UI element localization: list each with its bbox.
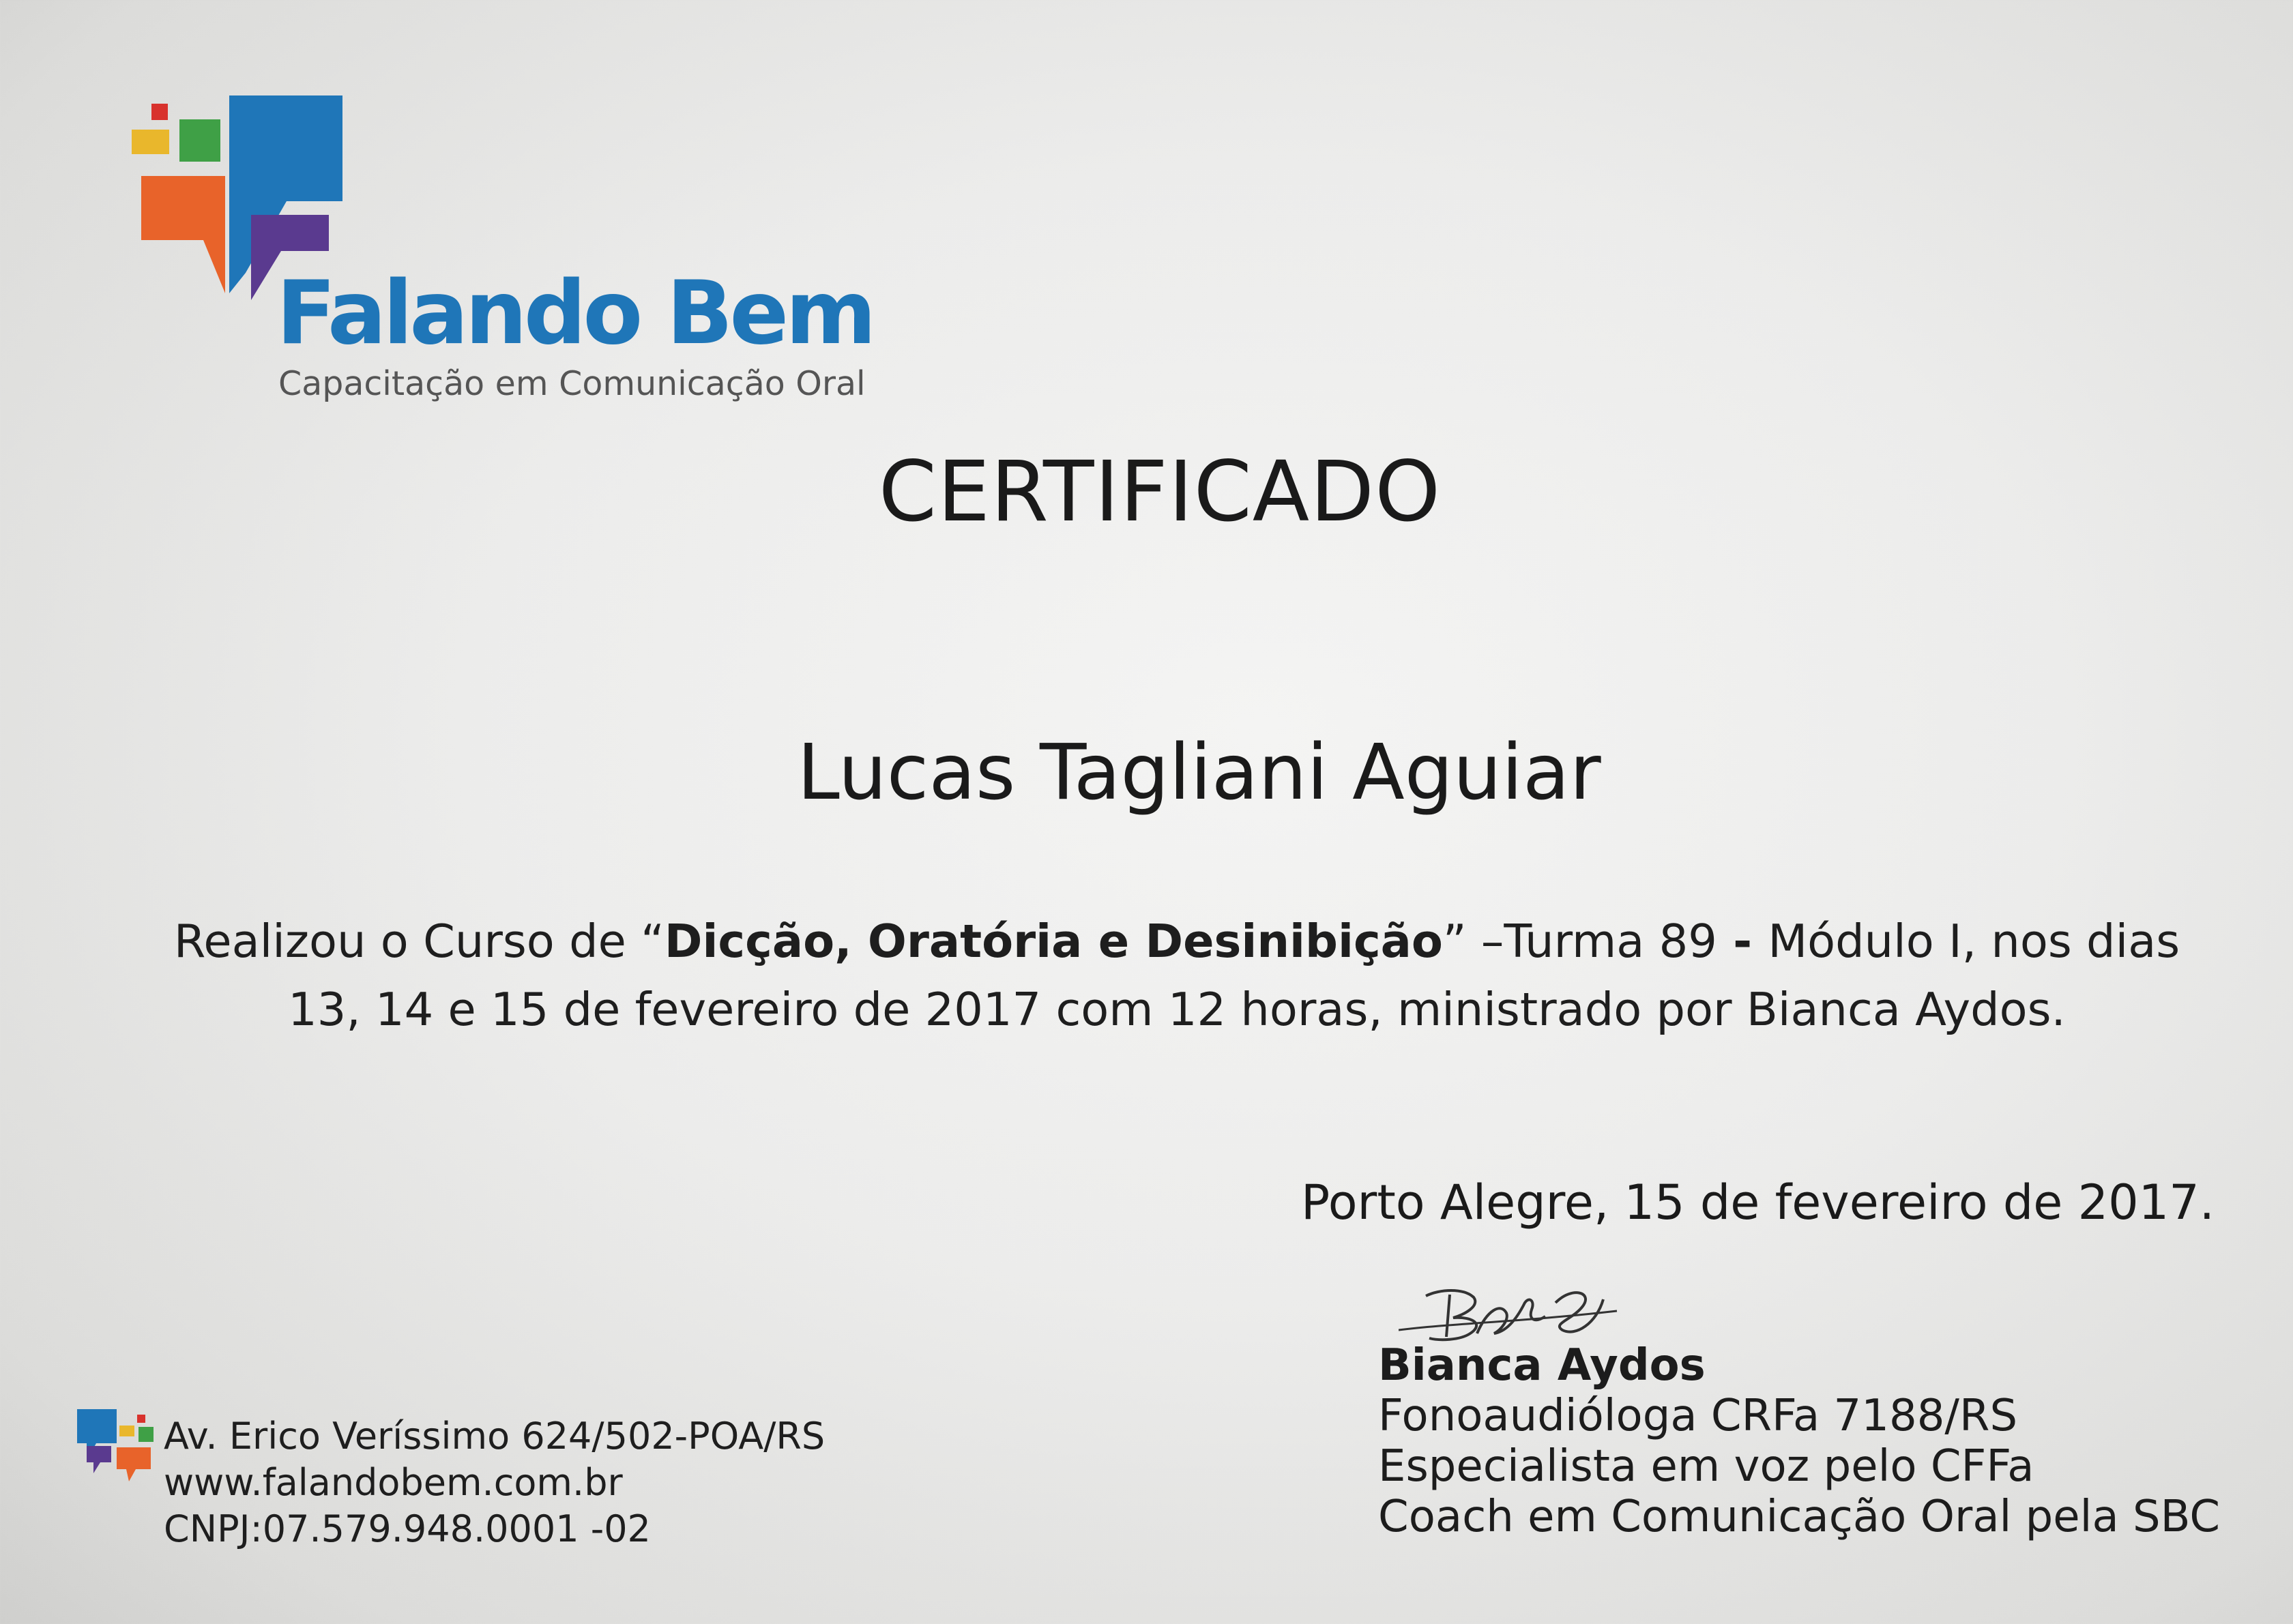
signer-name: Bianca Aydos [1378,1340,1706,1391]
signer-block [1378,1340,2220,1542]
certificate-title: CERTIFICADO [878,443,1442,540]
footer-cnpj: CNPJ:07.579.948.0001 -02 [164,1507,651,1550]
signer-credential-1: Fonoaudióloga CRFa 7188/RS [1378,1391,2018,1441]
body-rest: Módulo I, nos dias 13, 14 e 15 de fevereiro de 2017 com 12 horas, ministrado por Bianca Aydos. [288,915,2180,1036]
brand-tagline: Capacitação em Comunicação Oral [278,364,866,403]
footer-website: www.falandobem.com.br [164,1461,623,1504]
body-turma: ” –Turma 89 [1442,915,1717,968]
signer-credential-3: Coach em Comunicação Oral pela SBC [1378,1492,2221,1542]
certificate-body [154,907,2200,1044]
body-dash: - [1717,915,1768,968]
footer-address: Av. Erico Veríssimo 624/502-POA/RS [164,1415,826,1458]
place-date: Porto Alegre, 15 de fevereiro de 2017. [1301,1175,2215,1230]
course-name: Dicção, Oratória e Desinibição [664,915,1443,968]
body-intro: Realizou o Curso de “ [173,915,664,968]
small-logo-icon [77,1405,159,1486]
falando-bem-logo [130,89,873,409]
recipient-name: Lucas Tagliani Aguiar [797,728,1601,817]
footer-contact [164,1413,825,1552]
signer-credential-2: Especialista em voz pelo CFFa [1378,1441,2034,1492]
brand-name: Falando Bem [276,263,873,364]
